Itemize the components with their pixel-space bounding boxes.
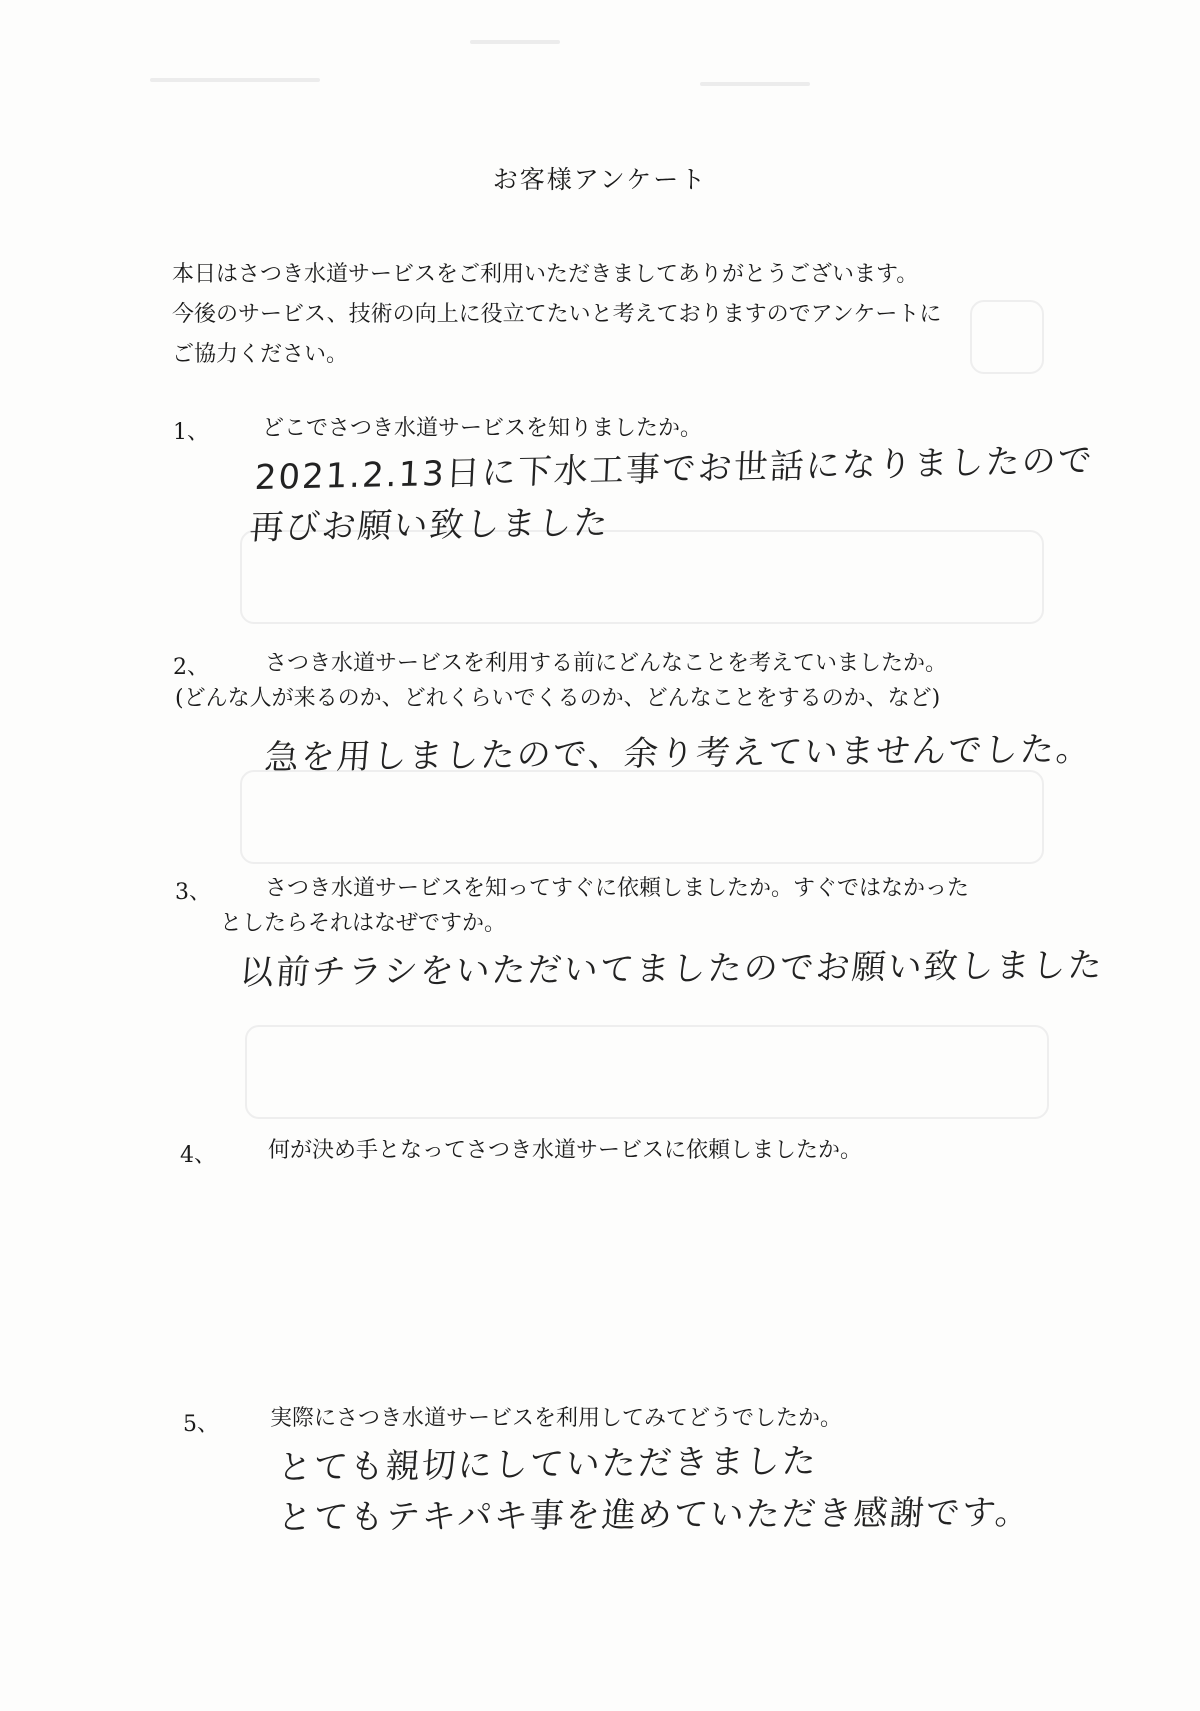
handwritten-answer: 再びお願い致しました xyxy=(247,502,612,549)
intro-line: ご協力ください。 xyxy=(172,342,349,367)
question-text: 実際にさつき水道サービスを利用してみてどうでしたか。 xyxy=(270,1406,843,1431)
question-number: 1、 xyxy=(173,420,209,445)
handwritten-answer: 2021.2.13日に下水工事でお世話になりましたので xyxy=(253,440,1095,499)
question-text: としたらそれはなぜですか。 xyxy=(220,911,507,936)
question-number: 3、 xyxy=(175,880,211,905)
question-text: さつき水道サービスを知ってすぐに依頼しましたか。すぐではなかった xyxy=(265,876,970,901)
scan-mark xyxy=(150,78,320,82)
question-text: どこでさつき水道サービスを知りましたか。 xyxy=(262,416,703,441)
question-text: さつき水道サービスを利用する前にどんなことを考えていましたか。 xyxy=(265,651,948,676)
scan-mark xyxy=(470,40,560,44)
scan-mark xyxy=(700,82,810,86)
handwritten-answer: とても親切にしていただきました xyxy=(276,1441,819,1489)
handwritten-answer: 急を用しましたので、余り考えていませんでした。 xyxy=(263,729,1094,779)
handwritten-answer: とてもテキパキ事を進めていただき感謝です。 xyxy=(276,1492,1033,1539)
question-number: 5、 xyxy=(183,1412,219,1437)
bleed-through-box xyxy=(240,770,1044,864)
question-number: 2、 xyxy=(173,655,209,680)
question-number: 4、 xyxy=(180,1143,216,1168)
handwritten-answer: 以前チラシをいただいてましたのでお願い致しました xyxy=(238,945,1106,994)
bleed-through-box xyxy=(245,1025,1049,1119)
intro-paragraph xyxy=(172,255,1072,375)
intro-line: 今後のサービス、技術の向上に役立てたいと考えておりますのでアンケートに xyxy=(172,302,942,327)
page-title: お客様アンケート xyxy=(492,165,708,194)
question-text: (どんな人が来るのか、どれくらいでくるのか、どんなことをするのか、など) xyxy=(175,686,941,711)
question-text: 何が決め手となってさつき水道サービスに依頼しましたか。 xyxy=(268,1138,863,1163)
intro-line: 本日はさつき水道サービスをご利用いただきましてありがとうございます。 xyxy=(172,262,919,287)
